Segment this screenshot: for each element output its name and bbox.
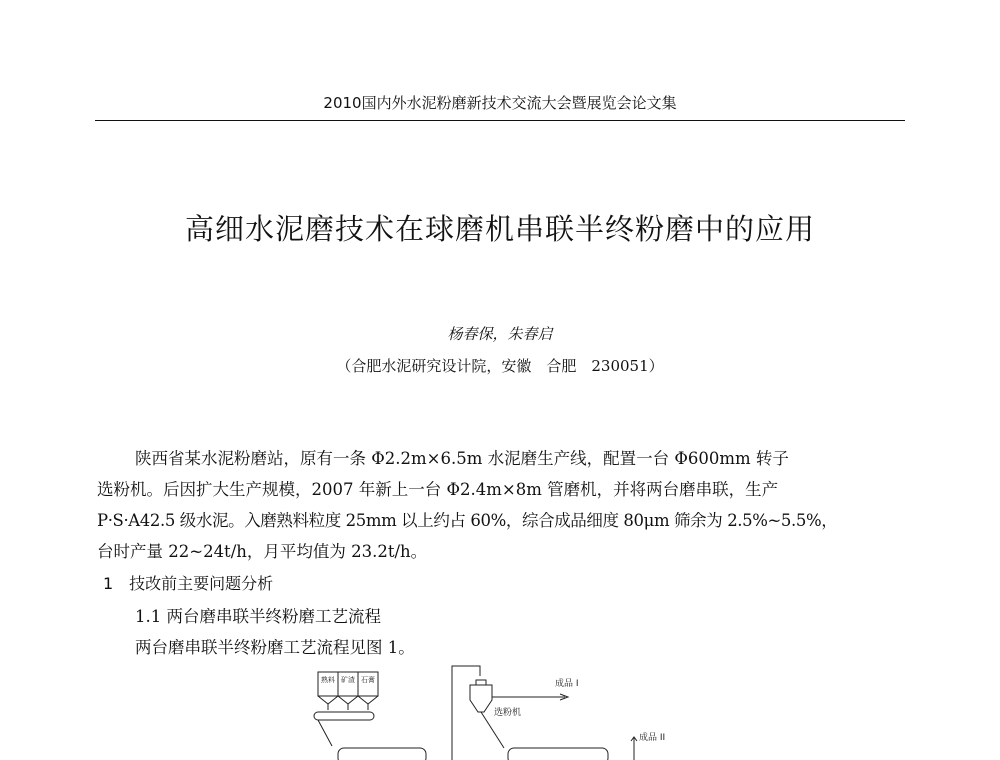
separator-icon — [470, 680, 492, 712]
bin-label: 矿渣 — [341, 676, 355, 684]
product-1-label: 成品 I — [555, 679, 579, 689]
mill-1 — [338, 748, 426, 760]
feed-line — [318, 720, 332, 746]
belt-conveyor — [314, 712, 374, 720]
paper-title: 高细水泥磨技术在球磨机串联半终粉磨中的应用 — [184, 212, 815, 246]
body-line: 陕西省某水泥粉磨站，原有一条 Φ2.2m×6.5m 水泥磨生产线，配置一台 Φ600mm 转子 — [135, 449, 789, 468]
subsection-heading: 1.1 两台磨串联半终粉磨工艺流程 — [135, 607, 381, 626]
process-flow-diagram — [290, 660, 710, 760]
body-line: 台时产量 22~24t/h，月平均值为 23.2t/h。 — [97, 542, 428, 561]
separator-label: 选粉机 — [494, 708, 522, 718]
bin-label: 石膏 — [361, 676, 375, 684]
mill-2 — [508, 748, 608, 760]
header-rule — [95, 120, 905, 121]
product-2-label: 成品 II — [639, 733, 666, 743]
bin-label: 熟料 — [321, 676, 335, 684]
product-2-arrow — [631, 737, 637, 760]
body-line: 选粉机。后因扩大生产规模，2007 年新上一台 Φ2.4m×8m 管磨机，并将两台磨串联，生产 — [97, 480, 779, 499]
authors: 杨春保，朱春启 — [447, 325, 553, 343]
section-heading: 1 技改前主要问题分析 — [103, 574, 274, 593]
body-line: 两台磨串联半终粉磨工艺流程见图 1。 — [135, 638, 415, 657]
affiliation: （合肥水泥研究设计院，安徽 合肥 230051） — [336, 357, 664, 375]
body-line: P·S·A42.5 级水泥。入磨熟料粒度 25mm 以上约占 60%，综合成品细度 80μm 筛余为 2.5%~5.5%， — [97, 511, 838, 530]
running-header: 2010国内外水泥粉磨新技术交流大会暨展览会论文集 — [323, 94, 677, 112]
